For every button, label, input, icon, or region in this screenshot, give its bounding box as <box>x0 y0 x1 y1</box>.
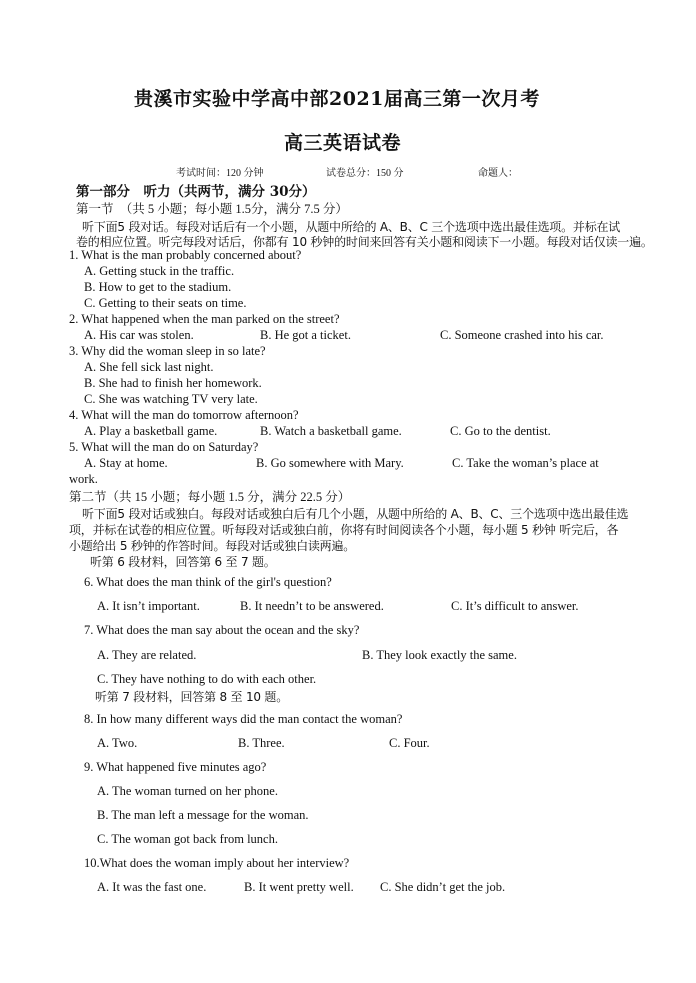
question-3: 3. Why did the woman sleep in so late? <box>69 344 266 358</box>
question-7-option-b: B. They look exactly the same. <box>362 648 517 662</box>
question-1-option-b: B. How to get to the stadium. <box>84 280 232 294</box>
question-1-option-c: C. Getting to their seats on time. <box>84 296 247 310</box>
question-2-option-a: A. His car was stolen. <box>84 328 194 342</box>
question-6-option-c: C. It’s difficult to answer. <box>451 599 579 613</box>
question-7-option-c: C. They have nothing to do with each other. <box>97 672 317 686</box>
exam-subtitle: 高三英语试卷 <box>284 132 402 154</box>
question-8-option-c: C. Four. <box>389 736 430 750</box>
question-5: 5. What will the man do on Saturday? <box>69 440 259 454</box>
section1-instruction-line2: 卷的相应位置。听完每段对话后，你都有 10 秒钟的时间来回答有关小题和阅读下一小题。每段对话仅读一遍。 <box>76 235 653 249</box>
section2-instruction-line3: 小题给出 5 秒钟的作答时间。每段对话或独白读两遍。 <box>69 539 356 553</box>
question-4-option-b: B. Watch a basketball game. <box>260 424 402 438</box>
question-5-option-b: B. Go somewhere with Mary. <box>256 456 404 470</box>
question-7-option-a: A. They are related. <box>97 648 197 662</box>
question-2: 2. What happened when the man parked on the street? <box>69 312 340 326</box>
question-5-option-c-continued: work. <box>69 472 98 486</box>
section2-instruction-line1: 听下面5 段对话或独白。每段对话或独白后有几个小题，从题中所给的 A、B、C、三个选项中选出最佳选 <box>82 507 629 521</box>
question-9: 9. What happened five minutes ago? <box>84 760 267 774</box>
author-label: 命题人： <box>478 168 518 179</box>
question-5-option-a: A. Stay at home. <box>84 456 168 470</box>
total-score: 试卷总分：150 分 <box>326 168 404 179</box>
question-9-option-a: A. The woman turned on her phone. <box>97 784 278 798</box>
question-10: 10.What does the woman imply about her interview? <box>84 856 350 870</box>
question-6-option-a: A. It isn’t important. <box>97 599 200 613</box>
section2-instruction-line2: 项，并标在试卷的相应位置。听每段对话或独白前，你将有时间阅读各个小题，每小题 5 秒钟 听完后，各 <box>69 523 619 537</box>
question-7: 7. What does the man say about the ocean and the sky? <box>84 623 360 637</box>
group-6-note: 听第 6 段材料，回答第 6 至 7 题。 <box>90 555 276 569</box>
question-1-option-a: A. Getting stuck in the traffic. <box>84 264 235 278</box>
question-9-option-b: B. The man left a message for the woman. <box>97 808 309 822</box>
question-3-option-c: C. She was watching TV very late. <box>84 392 258 406</box>
question-6-option-b: B. It needn’t to be answered. <box>240 599 384 613</box>
exam-time: 考试时间：120 分钟 <box>176 168 264 179</box>
part1-heading: 第一部分 听力（共两节，满分 30分） <box>76 184 316 200</box>
question-9-option-c: C. The woman got back from lunch. <box>97 832 278 846</box>
question-8: 8. In how many different ways did the man contact the woman? <box>84 712 403 726</box>
question-4-option-c: C. Go to the dentist. <box>450 424 551 438</box>
question-10-option-a: A. It was the fast one. <box>97 880 207 894</box>
question-2-option-c: C. Someone crashed into his car. <box>440 328 604 342</box>
question-4-option-a: A. Play a basketball game. <box>84 424 218 438</box>
section2-heading: 第二节（共 15 小题；每小题 1.5 分，满分 22.5 分） <box>69 490 351 504</box>
question-10-option-c: C. She didn’t get the job. <box>380 880 506 894</box>
exam-title: 贵溪市实验中学高中部2021届高三第一次月考 <box>134 88 540 110</box>
question-8-option-a: A. Two. <box>97 736 138 750</box>
section1-heading: 第一节 （共 5 小题；每小题 1.5分，满分 7.5 分） <box>76 202 348 216</box>
question-6: 6. What does the man think of the girl's question? <box>84 575 332 589</box>
question-2-option-b: B. He got a ticket. <box>260 328 351 342</box>
question-1: 1. What is the man probably concerned about? <box>69 248 302 262</box>
question-3-option-b: B. She had to finish her homework. <box>84 376 262 390</box>
question-5-option-c: C. Take the woman’s place at <box>452 456 599 470</box>
section1-instruction-line1: 听下面5 段对话。每段对话后有一个小题，从题中所给的 A、B、C 三个选项中选出最佳选项。并标在试 <box>82 220 621 234</box>
question-8-option-b: B. Three. <box>238 736 285 750</box>
question-4: 4. What will the man do tomorrow afternoon? <box>69 408 299 422</box>
question-10-option-b: B. It went pretty well. <box>244 880 354 894</box>
group-7-note: 听第 7 段材料，回答第 8 至 10 题。 <box>95 690 289 704</box>
question-3-option-a: A. She fell sick last night. <box>84 360 214 374</box>
